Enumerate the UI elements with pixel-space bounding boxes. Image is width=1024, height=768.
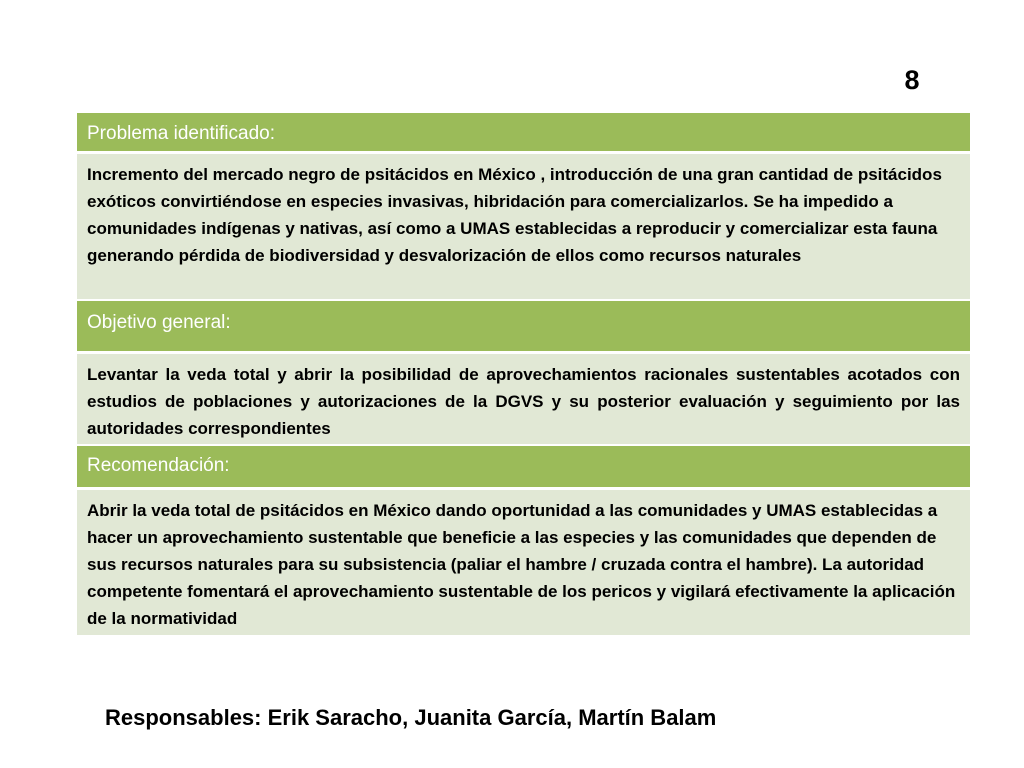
page-number: 8 [904, 65, 920, 95]
objetivo-header-row [77, 300, 971, 352]
problema-text: Incremento del mercado negro de psitácidos en México , introducción de una gran cantidad de psitácidos exóticos convirtiéndose en especies invasivas, hibridación para comercializarlos. Se ha impedido a comunidades indígenas y nativas, así como a UMAS establecidas a reproducir y comercializar esta fauna generando pérdida de biodiversidad y desvalorización de ellos como recursos naturales [77, 152, 971, 300]
problema-header: Problema identificado: [77, 113, 971, 152]
objetivo-header: Objetivo general: [77, 300, 971, 352]
objetivo-body-row [77, 352, 971, 445]
recomendacion-body-row [77, 488, 971, 636]
problema-body-row [77, 152, 971, 300]
problema-header-row [77, 113, 971, 152]
recomendacion-header-row [77, 445, 971, 488]
objetivo-text: Levantar la veda total y abrir la posibilidad de aprovechamientos racionales sustentables acotados con estudios de poblaciones y autorizaciones de la DGVS y su posterior evaluación y seguimiento por las autoridades correspondientes [77, 352, 971, 445]
responsables-line: Responsables: Erik Saracho, Juanita García, Martín Balam [105, 705, 717, 730]
recomendacion-text: Abrir la veda total de psitácidos en México dando oportunidad a las comunidades y UMAS establecidas a hacer un aprovechamiento sustentable que beneficie a las especies y las comunidades que dependen de sus recursos naturales para su subsistencia (paliar el hambre / cruzada contra el hambre). La autoridad competente fomentará el aprovechamiento sustentable de los pericos y vigilará efectivamente la aplicación de la normatividad [77, 488, 971, 636]
recomendacion-header: Recomendación: [77, 445, 971, 488]
info-table [76, 113, 971, 637]
